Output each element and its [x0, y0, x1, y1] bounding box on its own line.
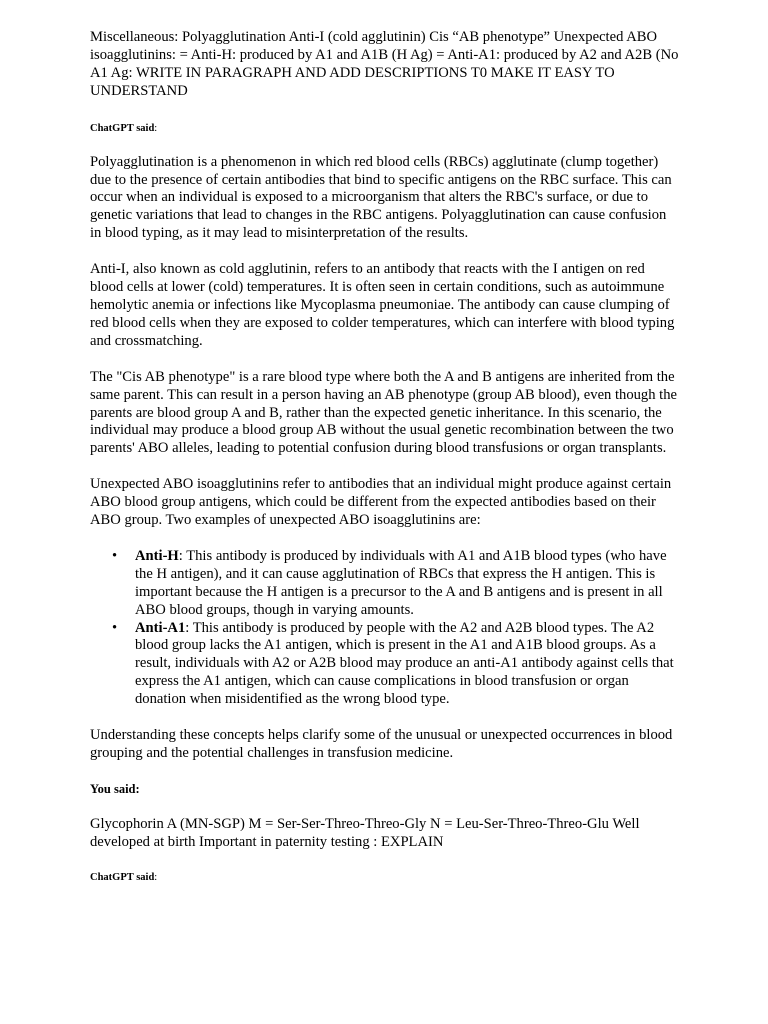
paragraph-closing: Understanding these concepts helps clarify some of the unusual or unexpected occurrences in blood grouping and the potential challenges in transfusion medicine.	[90, 727, 673, 761]
speaker-colon: :	[154, 122, 158, 134]
speaker-colon: :	[154, 871, 158, 883]
list-item-anti-h	[90, 548, 680, 620]
speaker-name: ChatGPT said	[90, 871, 155, 883]
list-item-anti-a1	[90, 620, 680, 710]
chatgpt-said-label	[90, 122, 680, 135]
speaker-name: ChatGPT said	[90, 122, 155, 134]
isoagglutinin-list	[90, 548, 680, 709]
chatgpt-said-label	[90, 871, 680, 884]
bullet-marker: •	[112, 547, 118, 564]
paragraph-cis-ab: The "Cis AB phenotype" is a rare blood type where both the A and B antigens are inherited from the same parent. This can result in a person having an AB phenotype (group AB blood), even though the parents are blood group A and B, rather than the expected genetic inheritance. In this scenario, the individual may produce a blood group AB without the usual genetic recombination between the two parents' ABO alleles, leading to potential confusion during blood transfusions or organ transplants.	[90, 368, 678, 457]
prompt-text: Miscellaneous: Polyagglutination Anti-I (cold agglutinin) Cis “AB phenotype” Unexpected ABO isoagglutinins: = Anti-H: produced by A1 and A1B (H Ag) = Anti-A1: produced by A2 and A2B (No A1 Ag: WRITE IN PARAGRAPH AND ADD DESCRIPTIONS T0 MAKE IT EASY TO UNDERSTAND	[90, 29, 679, 99]
paragraph-polyagglutination: Polyagglutination is a phenomenon in which red blood cells (RBCs) agglutinate (clump together) due to the presence of certain antibodies that bind to specific antigens on the RBC surface. This can occur when an individual is exposed to a microorganism that alters the RBC's surface, or due to genetic variations that lead to changes in the RBC antigens. Polyagglutination can cause confusion in blood typing, as it may lead to misinterpretation of the results.	[90, 153, 672, 242]
paragraph-anti-i: Anti-I, also known as cold agglutinin, refers to an antibody that reacts with the I antigen on red blood cells at lower (cold) temperatures. It is often seen in certain conditions, such as autoimmune hemolytic anemia or infections like Mycoplasma pneumoniae. The antibody can cause clumping of red blood cells when they are exposed to colder temperatures, which can interfere with blood typing and crossmatching.	[90, 261, 675, 349]
user-message-text: Glycophorin A (MN-SGP) M = Ser-Ser-Threo-Threo-Gly N = Leu-Ser-Threo-Threo-Glu Well developed at birth Important in paternity testing : EXPLAIN	[90, 815, 640, 850]
conversation-page	[90, 29, 680, 884]
paragraph-unexpected-isoagglutinins: Unexpected ABO isoagglutinins refer to antibodies that an individual might produce against certain ABO blood group antigens, which could be different from the expected antibodies based on their ABO group. Two examples of unexpected ABO isoagglutinins are:	[90, 476, 672, 529]
bullet-marker: •	[112, 619, 118, 636]
description-anti-h: : This antibody is produced by individuals with A1 and A1B blood types (who have the H antigen), and it can cause agglutination of RBCs that express the H antigen. This is important because the H antigen is a precursor to the A and B antigens and is present in all ABO blood groups, though in varying amounts.	[135, 547, 667, 618]
term-anti-h: Anti-H	[135, 547, 179, 564]
term-anti-a1: Anti-A1	[135, 619, 186, 636]
description-anti-a1: : This antibody is produced by people with the A2 and A2B blood types. The A2 blood group lacks the A1 antigen, which is present in the A1 and A1B blood groups. As a result, individuals with A2 or A2B blood may produce an anti-A1 antibody against cells that express the A1 antigen, which can cause complications in blood transfusion or organ donation when misidentified as the wrong blood type.	[135, 619, 674, 708]
you-said-label: You said:	[90, 781, 140, 796]
